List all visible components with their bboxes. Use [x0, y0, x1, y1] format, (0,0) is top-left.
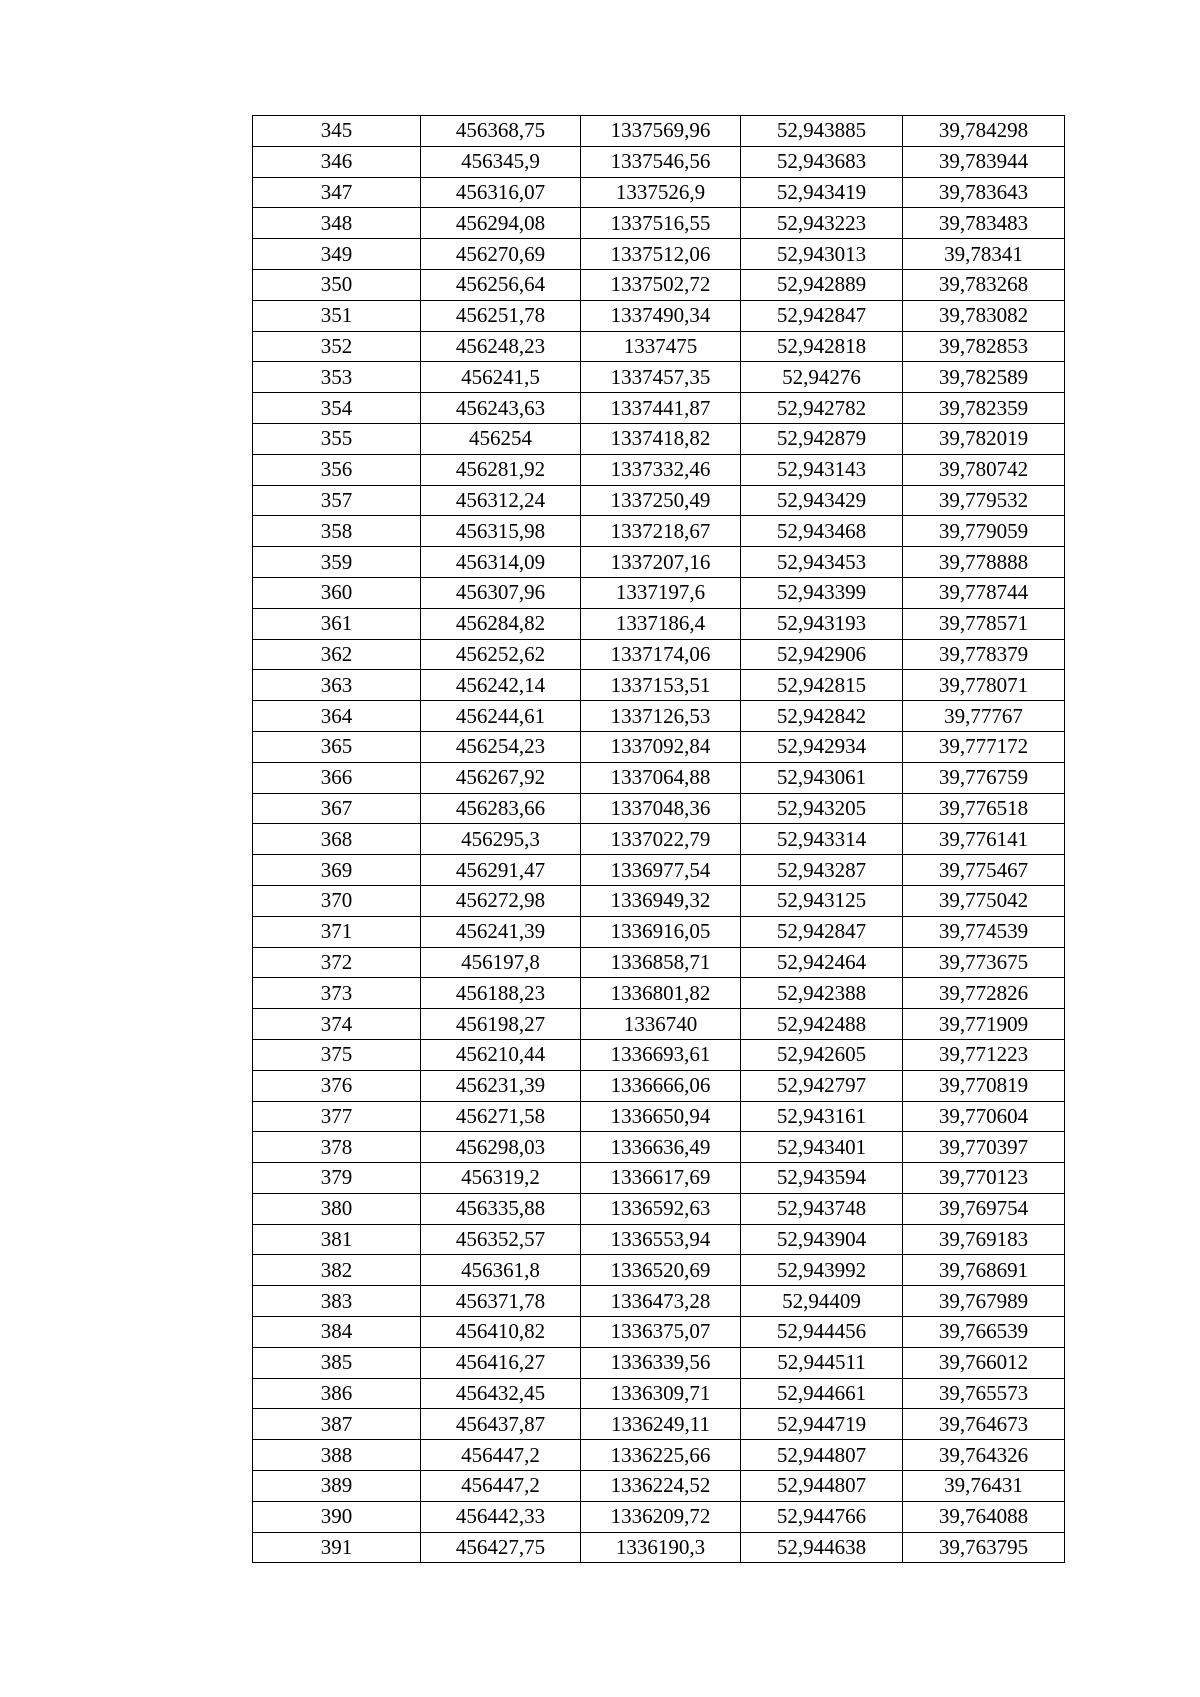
x-coordinate-cell: 456315,98: [421, 516, 581, 547]
table-row: [253, 855, 1065, 886]
point-number-cell: 349: [253, 239, 421, 270]
longitude-cell: 39,778744: [903, 577, 1065, 608]
longitude-cell: 39,782853: [903, 331, 1065, 362]
latitude-cell: 52,943594: [741, 1163, 903, 1194]
point-number-cell: 366: [253, 762, 421, 793]
longitude-cell: 39,784298: [903, 116, 1065, 147]
table-row: [253, 423, 1065, 454]
point-number-cell: 360: [253, 577, 421, 608]
y-coordinate-cell: 1337048,36: [581, 793, 741, 824]
y-coordinate-cell: 1337218,67: [581, 516, 741, 547]
table-row: [253, 1163, 1065, 1194]
y-coordinate-cell: 1337512,06: [581, 239, 741, 270]
x-coordinate-cell: 456270,69: [421, 239, 581, 270]
latitude-cell: 52,942879: [741, 423, 903, 454]
latitude-cell: 52,943401: [741, 1132, 903, 1163]
point-number-cell: 374: [253, 1009, 421, 1040]
y-coordinate-cell: 1337064,88: [581, 762, 741, 793]
table-row: [253, 885, 1065, 916]
x-coordinate-cell: 456284,82: [421, 608, 581, 639]
y-coordinate-cell: 1337207,16: [581, 547, 741, 578]
table-row: [253, 731, 1065, 762]
point-number-cell: 384: [253, 1317, 421, 1348]
x-coordinate-cell: 456298,03: [421, 1132, 581, 1163]
table-row: [253, 177, 1065, 208]
latitude-cell: 52,943161: [741, 1101, 903, 1132]
y-coordinate-cell: 1337457,35: [581, 362, 741, 393]
longitude-cell: 39,772826: [903, 978, 1065, 1009]
x-coordinate-cell: 456361,8: [421, 1255, 581, 1286]
table-row: [253, 793, 1065, 824]
point-number-cell: 385: [253, 1347, 421, 1378]
longitude-cell: 39,766012: [903, 1347, 1065, 1378]
x-coordinate-cell: 456335,88: [421, 1193, 581, 1224]
point-number-cell: 347: [253, 177, 421, 208]
latitude-cell: 52,942782: [741, 393, 903, 424]
table-row: [253, 516, 1065, 547]
x-coordinate-cell: 456210,44: [421, 1039, 581, 1070]
y-coordinate-cell: 1337186,4: [581, 608, 741, 639]
latitude-cell: 52,944661: [741, 1378, 903, 1409]
latitude-cell: 52,942934: [741, 731, 903, 762]
x-coordinate-cell: 456242,14: [421, 670, 581, 701]
latitude-cell: 52,943419: [741, 177, 903, 208]
table-row: [253, 978, 1065, 1009]
point-number-cell: 350: [253, 269, 421, 300]
y-coordinate-cell: 1337502,72: [581, 269, 741, 300]
longitude-cell: 39,767989: [903, 1286, 1065, 1317]
table-row: [253, 1039, 1065, 1070]
table-row: [253, 824, 1065, 855]
latitude-cell: 52,944456: [741, 1317, 903, 1348]
table-row: [253, 146, 1065, 177]
latitude-cell: 52,942842: [741, 701, 903, 732]
table-row: [253, 1532, 1065, 1563]
longitude-cell: 39,766539: [903, 1317, 1065, 1348]
longitude-cell: 39,780742: [903, 454, 1065, 485]
table-row: [253, 916, 1065, 947]
x-coordinate-cell: 456432,45: [421, 1378, 581, 1409]
point-number-cell: 351: [253, 300, 421, 331]
longitude-cell: 39,776759: [903, 762, 1065, 793]
point-number-cell: 356: [253, 454, 421, 485]
latitude-cell: 52,943904: [741, 1224, 903, 1255]
x-coordinate-cell: 456281,92: [421, 454, 581, 485]
coordinates-table: [252, 115, 1065, 1563]
table-row: [253, 670, 1065, 701]
y-coordinate-cell: 1336224,52: [581, 1471, 741, 1502]
point-number-cell: 387: [253, 1409, 421, 1440]
longitude-cell: 39,771909: [903, 1009, 1065, 1040]
latitude-cell: 52,942815: [741, 670, 903, 701]
x-coordinate-cell: 456294,08: [421, 208, 581, 239]
y-coordinate-cell: 1336473,28: [581, 1286, 741, 1317]
x-coordinate-cell: 456352,57: [421, 1224, 581, 1255]
y-coordinate-cell: 1336636,49: [581, 1132, 741, 1163]
latitude-cell: 52,943125: [741, 885, 903, 916]
x-coordinate-cell: 456241,5: [421, 362, 581, 393]
x-coordinate-cell: 456267,92: [421, 762, 581, 793]
longitude-cell: 39,783483: [903, 208, 1065, 239]
table-row: [253, 547, 1065, 578]
x-coordinate-cell: 456368,75: [421, 116, 581, 147]
table-row: [253, 454, 1065, 485]
latitude-cell: 52,944511: [741, 1347, 903, 1378]
y-coordinate-cell: 1336553,94: [581, 1224, 741, 1255]
latitude-cell: 52,943193: [741, 608, 903, 639]
table-row: [253, 1501, 1065, 1532]
longitude-cell: 39,770397: [903, 1132, 1065, 1163]
point-number-cell: 372: [253, 947, 421, 978]
latitude-cell: 52,942464: [741, 947, 903, 978]
longitude-cell: 39,770819: [903, 1070, 1065, 1101]
y-coordinate-cell: 1337153,51: [581, 670, 741, 701]
x-coordinate-cell: 456316,07: [421, 177, 581, 208]
longitude-cell: 39,769183: [903, 1224, 1065, 1255]
x-coordinate-cell: 456198,27: [421, 1009, 581, 1040]
latitude-cell: 52,943885: [741, 116, 903, 147]
y-coordinate-cell: 1336339,56: [581, 1347, 741, 1378]
latitude-cell: 52,943061: [741, 762, 903, 793]
table-row: [253, 1070, 1065, 1101]
table-row: [253, 1132, 1065, 1163]
point-number-cell: 353: [253, 362, 421, 393]
x-coordinate-cell: 456254: [421, 423, 581, 454]
point-number-cell: 362: [253, 639, 421, 670]
x-coordinate-cell: 456416,27: [421, 1347, 581, 1378]
longitude-cell: 39,774539: [903, 916, 1065, 947]
table-row: [253, 362, 1065, 393]
longitude-cell: 39,764088: [903, 1501, 1065, 1532]
y-coordinate-cell: 1337174,06: [581, 639, 741, 670]
y-coordinate-cell: 1337526,9: [581, 177, 741, 208]
table-row: [253, 393, 1065, 424]
latitude-cell: 52,942605: [741, 1039, 903, 1070]
x-coordinate-cell: 456319,2: [421, 1163, 581, 1194]
point-number-cell: 379: [253, 1163, 421, 1194]
x-coordinate-cell: 456283,66: [421, 793, 581, 824]
table-row: [253, 1317, 1065, 1348]
point-number-cell: 367: [253, 793, 421, 824]
point-number-cell: 389: [253, 1471, 421, 1502]
table-body: [253, 116, 1065, 1563]
point-number-cell: 373: [253, 978, 421, 1009]
table-row: [253, 269, 1065, 300]
table-row: [253, 116, 1065, 147]
point-number-cell: 346: [253, 146, 421, 177]
point-number-cell: 365: [253, 731, 421, 762]
x-coordinate-cell: 456241,39: [421, 916, 581, 947]
longitude-cell: 39,775467: [903, 855, 1065, 886]
longitude-cell: 39,778888: [903, 547, 1065, 578]
longitude-cell: 39,777172: [903, 731, 1065, 762]
y-coordinate-cell: 1336592,63: [581, 1193, 741, 1224]
x-coordinate-cell: 456447,2: [421, 1471, 581, 1502]
x-coordinate-cell: 456312,24: [421, 485, 581, 516]
x-coordinate-cell: 456251,78: [421, 300, 581, 331]
table-row: [253, 1409, 1065, 1440]
longitude-cell: 39,764326: [903, 1440, 1065, 1471]
y-coordinate-cell: 1336650,94: [581, 1101, 741, 1132]
table-row: [253, 485, 1065, 516]
latitude-cell: 52,942388: [741, 978, 903, 1009]
point-number-cell: 354: [253, 393, 421, 424]
y-coordinate-cell: 1337332,46: [581, 454, 741, 485]
table-row: [253, 1440, 1065, 1471]
table-row: [253, 1101, 1065, 1132]
y-coordinate-cell: 1337418,82: [581, 423, 741, 454]
table-row: [253, 1224, 1065, 1255]
y-coordinate-cell: 1337126,53: [581, 701, 741, 732]
longitude-cell: 39,782589: [903, 362, 1065, 393]
x-coordinate-cell: 456410,82: [421, 1317, 581, 1348]
latitude-cell: 52,942847: [741, 300, 903, 331]
x-coordinate-cell: 456291,47: [421, 855, 581, 886]
y-coordinate-cell: 1337022,79: [581, 824, 741, 855]
x-coordinate-cell: 456442,33: [421, 1501, 581, 1532]
longitude-cell: 39,778071: [903, 670, 1065, 701]
longitude-cell: 39,76431: [903, 1471, 1065, 1502]
point-number-cell: 378: [253, 1132, 421, 1163]
longitude-cell: 39,779532: [903, 485, 1065, 516]
latitude-cell: 52,943223: [741, 208, 903, 239]
y-coordinate-cell: 1336858,71: [581, 947, 741, 978]
x-coordinate-cell: 456271,58: [421, 1101, 581, 1132]
latitude-cell: 52,943314: [741, 824, 903, 855]
table-row: [253, 577, 1065, 608]
table-row: [253, 1193, 1065, 1224]
table-row: [253, 639, 1065, 670]
point-number-cell: 383: [253, 1286, 421, 1317]
point-number-cell: 391: [253, 1532, 421, 1563]
longitude-cell: 39,782019: [903, 423, 1065, 454]
y-coordinate-cell: 1337516,55: [581, 208, 741, 239]
longitude-cell: 39,783082: [903, 300, 1065, 331]
longitude-cell: 39,770123: [903, 1163, 1065, 1194]
table-row: [253, 762, 1065, 793]
point-number-cell: 348: [253, 208, 421, 239]
x-coordinate-cell: 456447,2: [421, 1440, 581, 1471]
x-coordinate-cell: 456188,23: [421, 978, 581, 1009]
y-coordinate-cell: 1336801,82: [581, 978, 741, 1009]
y-coordinate-cell: 1337441,87: [581, 393, 741, 424]
table-row: [253, 1255, 1065, 1286]
latitude-cell: 52,942818: [741, 331, 903, 362]
point-number-cell: 352: [253, 331, 421, 362]
table-row: [253, 701, 1065, 732]
x-coordinate-cell: 456295,3: [421, 824, 581, 855]
x-coordinate-cell: 456314,09: [421, 547, 581, 578]
y-coordinate-cell: 1336375,07: [581, 1317, 741, 1348]
point-number-cell: 369: [253, 855, 421, 886]
y-coordinate-cell: 1337546,56: [581, 146, 741, 177]
y-coordinate-cell: 1337250,49: [581, 485, 741, 516]
latitude-cell: 52,943429: [741, 485, 903, 516]
latitude-cell: 52,943287: [741, 855, 903, 886]
latitude-cell: 52,944766: [741, 1501, 903, 1532]
latitude-cell: 52,943399: [741, 577, 903, 608]
point-number-cell: 376: [253, 1070, 421, 1101]
y-coordinate-cell: 1336225,66: [581, 1440, 741, 1471]
point-number-cell: 377: [253, 1101, 421, 1132]
y-coordinate-cell: 1336740: [581, 1009, 741, 1040]
point-number-cell: 361: [253, 608, 421, 639]
longitude-cell: 39,778571: [903, 608, 1065, 639]
latitude-cell: 52,942906: [741, 639, 903, 670]
longitude-cell: 39,783268: [903, 269, 1065, 300]
x-coordinate-cell: 456272,98: [421, 885, 581, 916]
y-coordinate-cell: 1337197,6: [581, 577, 741, 608]
latitude-cell: 52,944807: [741, 1471, 903, 1502]
longitude-cell: 39,779059: [903, 516, 1065, 547]
longitude-cell: 39,783944: [903, 146, 1065, 177]
latitude-cell: 52,94409: [741, 1286, 903, 1317]
y-coordinate-cell: 1336693,61: [581, 1039, 741, 1070]
table-row: [253, 947, 1065, 978]
point-number-cell: 359: [253, 547, 421, 578]
latitude-cell: 52,944719: [741, 1409, 903, 1440]
longitude-cell: 39,778379: [903, 639, 1065, 670]
x-coordinate-cell: 456437,87: [421, 1409, 581, 1440]
x-coordinate-cell: 456254,23: [421, 731, 581, 762]
table-row: [253, 239, 1065, 270]
y-coordinate-cell: 1336977,54: [581, 855, 741, 886]
y-coordinate-cell: 1336949,32: [581, 885, 741, 916]
point-number-cell: 368: [253, 824, 421, 855]
latitude-cell: 52,943013: [741, 239, 903, 270]
x-coordinate-cell: 456248,23: [421, 331, 581, 362]
longitude-cell: 39,765573: [903, 1378, 1065, 1409]
point-number-cell: 345: [253, 116, 421, 147]
latitude-cell: 52,942797: [741, 1070, 903, 1101]
table-row: [253, 300, 1065, 331]
point-number-cell: 380: [253, 1193, 421, 1224]
latitude-cell: 52,94276: [741, 362, 903, 393]
y-coordinate-cell: 1337490,34: [581, 300, 741, 331]
point-number-cell: 382: [253, 1255, 421, 1286]
point-number-cell: 357: [253, 485, 421, 516]
latitude-cell: 52,943468: [741, 516, 903, 547]
latitude-cell: 52,943683: [741, 146, 903, 177]
longitude-cell: 39,770604: [903, 1101, 1065, 1132]
longitude-cell: 39,776141: [903, 824, 1065, 855]
latitude-cell: 52,943748: [741, 1193, 903, 1224]
x-coordinate-cell: 456231,39: [421, 1070, 581, 1101]
point-number-cell: 355: [253, 423, 421, 454]
y-coordinate-cell: 1336209,72: [581, 1501, 741, 1532]
y-coordinate-cell: 1337092,84: [581, 731, 741, 762]
point-number-cell: 375: [253, 1039, 421, 1070]
latitude-cell: 52,942847: [741, 916, 903, 947]
table-row: [253, 608, 1065, 639]
x-coordinate-cell: 456252,62: [421, 639, 581, 670]
latitude-cell: 52,943143: [741, 454, 903, 485]
y-coordinate-cell: 1336249,11: [581, 1409, 741, 1440]
y-coordinate-cell: 1336666,06: [581, 1070, 741, 1101]
latitude-cell: 52,944807: [741, 1440, 903, 1471]
longitude-cell: 39,769754: [903, 1193, 1065, 1224]
table-row: [253, 1378, 1065, 1409]
latitude-cell: 52,942889: [741, 269, 903, 300]
point-number-cell: 370: [253, 885, 421, 916]
table-row: [253, 208, 1065, 239]
table-row: [253, 1471, 1065, 1502]
x-coordinate-cell: 456256,64: [421, 269, 581, 300]
x-coordinate-cell: 456307,96: [421, 577, 581, 608]
y-coordinate-cell: 1337475: [581, 331, 741, 362]
point-number-cell: 363: [253, 670, 421, 701]
longitude-cell: 39,768691: [903, 1255, 1065, 1286]
longitude-cell: 39,782359: [903, 393, 1065, 424]
point-number-cell: 388: [253, 1440, 421, 1471]
x-coordinate-cell: 456427,75: [421, 1532, 581, 1563]
point-number-cell: 381: [253, 1224, 421, 1255]
x-coordinate-cell: 456371,78: [421, 1286, 581, 1317]
point-number-cell: 371: [253, 916, 421, 947]
x-coordinate-cell: 456244,61: [421, 701, 581, 732]
longitude-cell: 39,775042: [903, 885, 1065, 916]
y-coordinate-cell: 1336190,3: [581, 1532, 741, 1563]
longitude-cell: 39,763795: [903, 1532, 1065, 1563]
y-coordinate-cell: 1336520,69: [581, 1255, 741, 1286]
point-number-cell: 364: [253, 701, 421, 732]
table-row: [253, 1009, 1065, 1040]
x-coordinate-cell: 456345,9: [421, 146, 581, 177]
point-number-cell: 358: [253, 516, 421, 547]
longitude-cell: 39,783643: [903, 177, 1065, 208]
x-coordinate-cell: 456243,63: [421, 393, 581, 424]
longitude-cell: 39,771223: [903, 1039, 1065, 1070]
latitude-cell: 52,943992: [741, 1255, 903, 1286]
y-coordinate-cell: 1336916,05: [581, 916, 741, 947]
table-row: [253, 1286, 1065, 1317]
point-number-cell: 386: [253, 1378, 421, 1409]
longitude-cell: 39,773675: [903, 947, 1065, 978]
longitude-cell: 39,77767: [903, 701, 1065, 732]
latitude-cell: 52,943205: [741, 793, 903, 824]
x-coordinate-cell: 456197,8: [421, 947, 581, 978]
longitude-cell: 39,78341: [903, 239, 1065, 270]
longitude-cell: 39,776518: [903, 793, 1065, 824]
latitude-cell: 52,944638: [741, 1532, 903, 1563]
table-row: [253, 1347, 1065, 1378]
latitude-cell: 52,943453: [741, 547, 903, 578]
y-coordinate-cell: 1336309,71: [581, 1378, 741, 1409]
latitude-cell: 52,942488: [741, 1009, 903, 1040]
point-number-cell: 390: [253, 1501, 421, 1532]
y-coordinate-cell: 1336617,69: [581, 1163, 741, 1194]
y-coordinate-cell: 1337569,96: [581, 116, 741, 147]
table-row: [253, 331, 1065, 362]
longitude-cell: 39,764673: [903, 1409, 1065, 1440]
